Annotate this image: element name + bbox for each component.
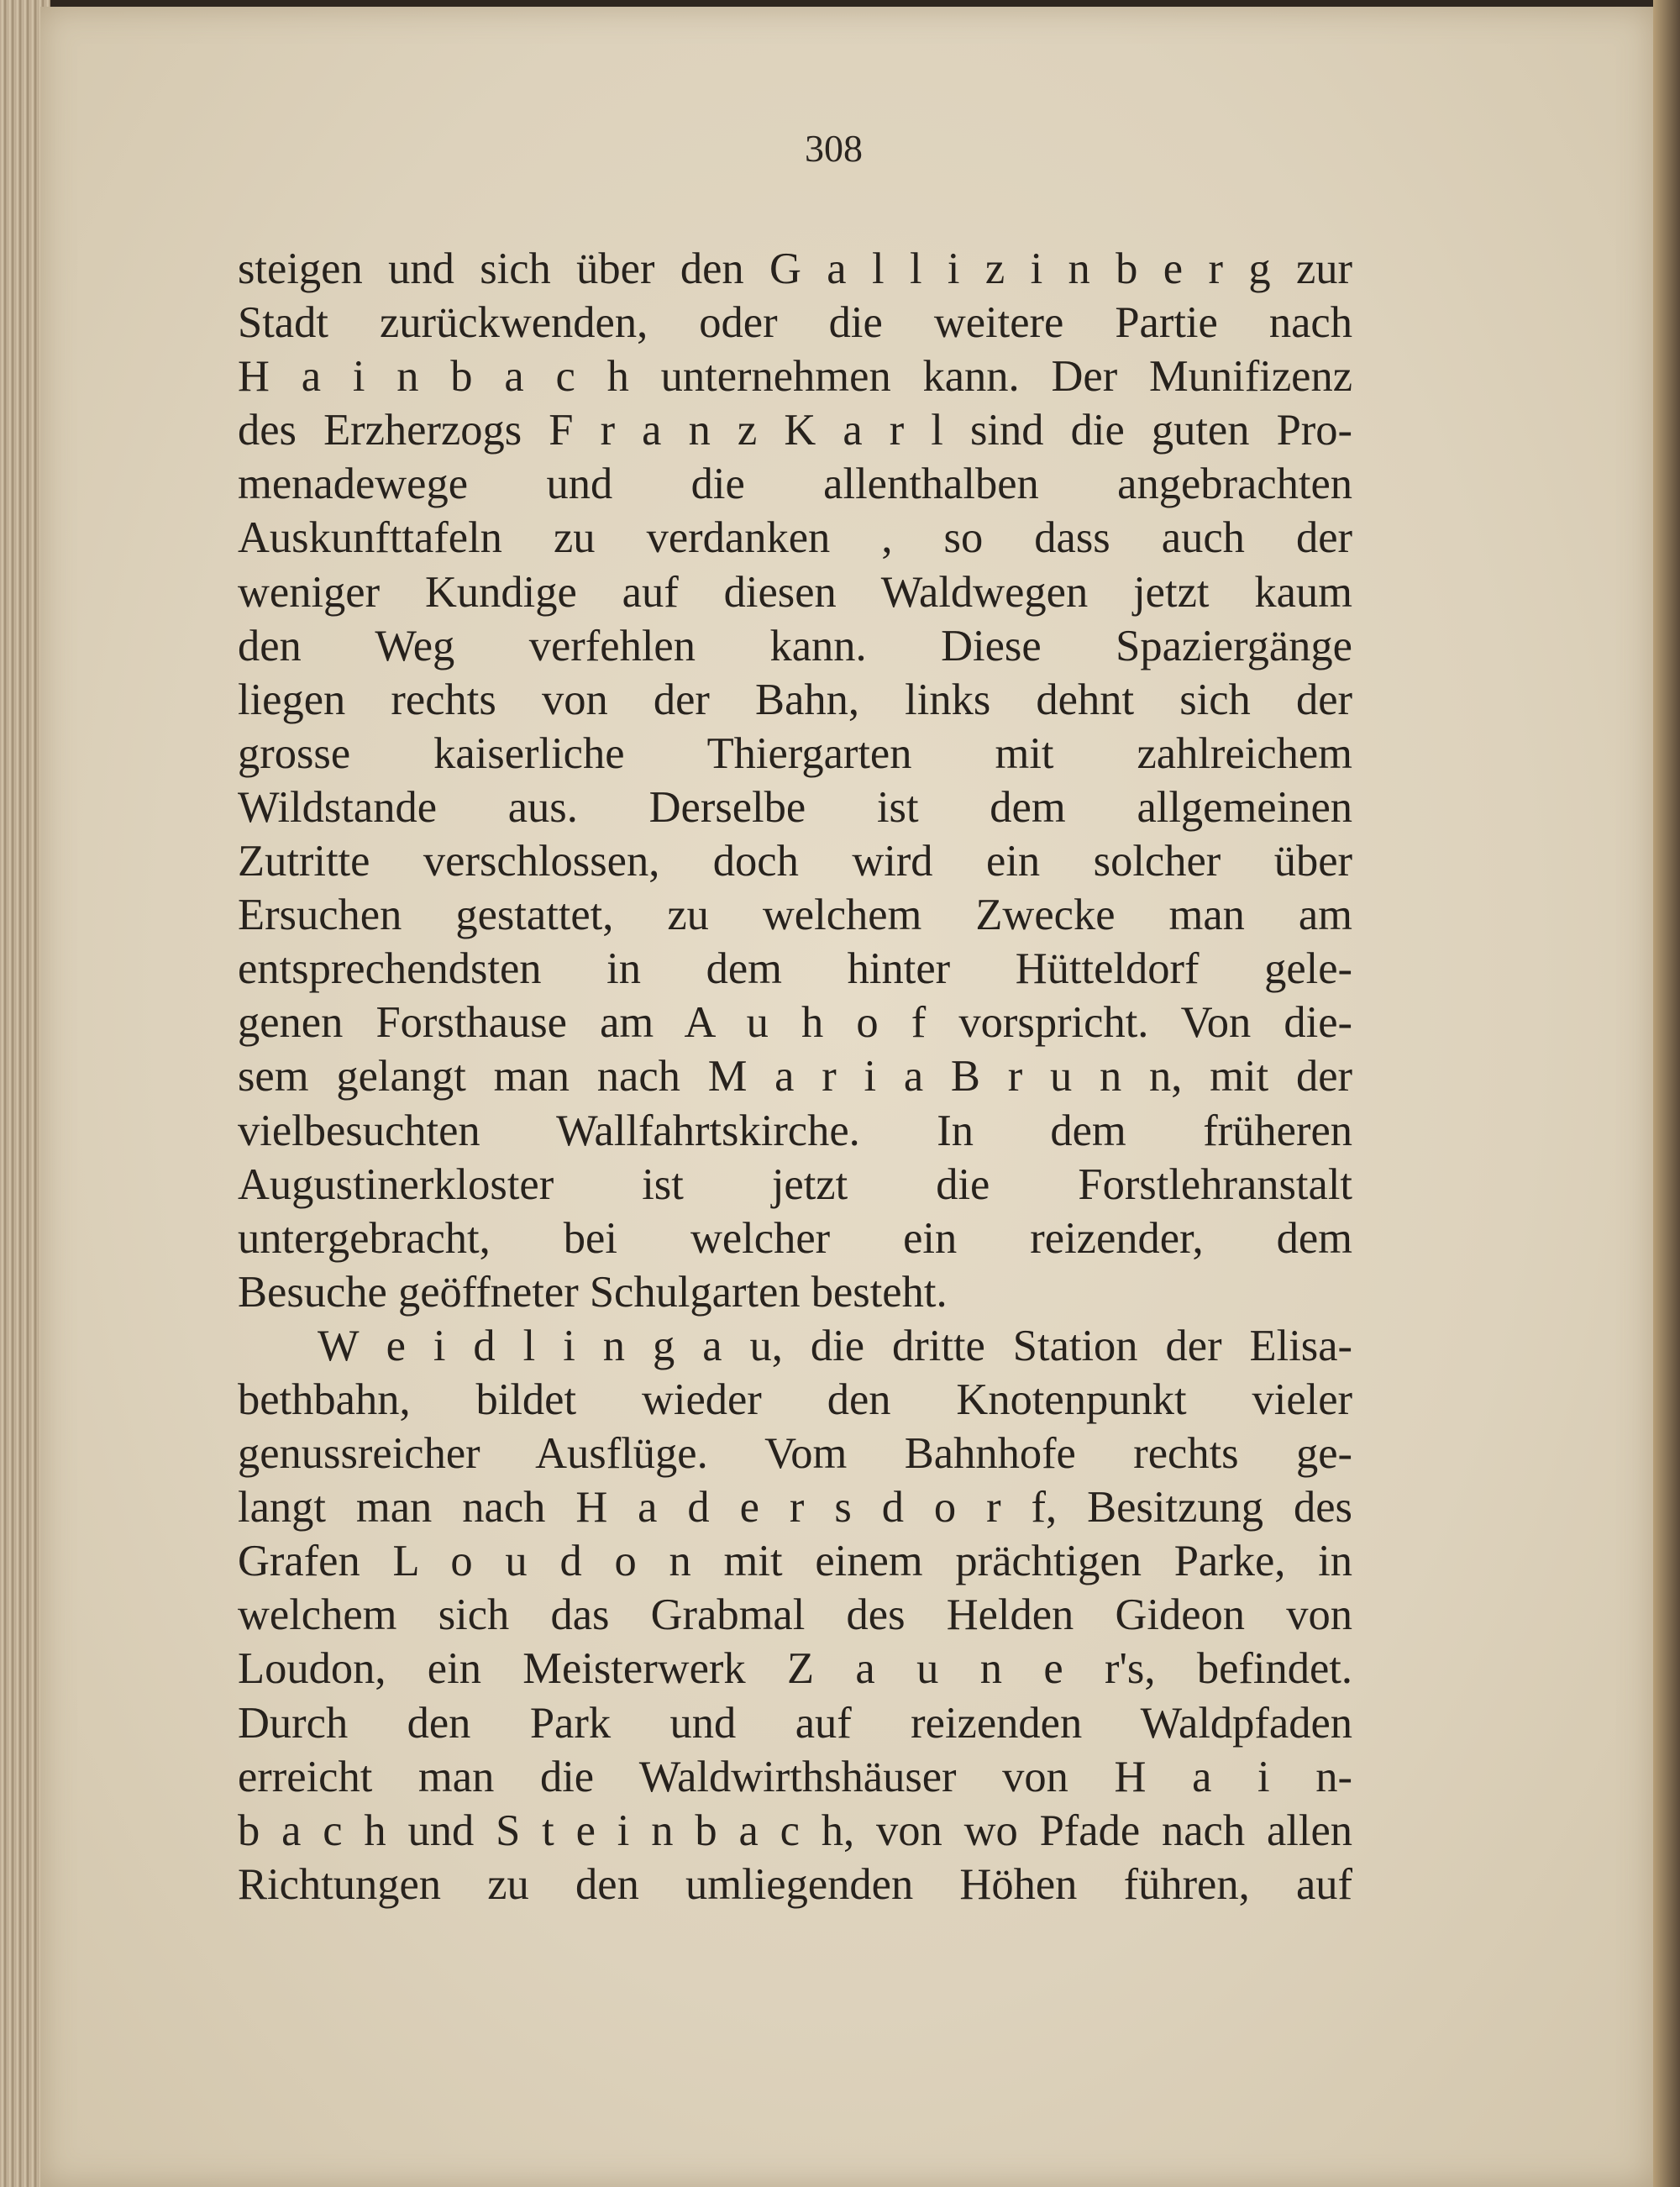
text-line: Durch den Park und auf reizenden Waldpfaden [238,1698,1352,1748]
text-line: steigen und sich über den G a l l i z i n b e r g zur [238,244,1352,293]
text-line: genen Forsthause am A u h o f vorspricht. Von die- [238,998,1352,1048]
text-line: Wildstande aus. Derselbe ist dem allgemeinen [238,782,1352,832]
page-number: 308 [805,127,863,170]
text-line: Loudon, ein Meisterwerk Z a u n e r's, befindet. [238,1644,1352,1694]
paragraph-first-line: W e i d l i n g a u, die dritte Station der Elisa- [318,1321,1352,1370]
text-line: langt man nach H a d e r s d o r f, Besitzung des [238,1483,1352,1532]
text-line: bethbahn, bildet wieder den Knotenpunkt vieler [238,1375,1352,1424]
text-line: H a i n b a c h unternehmen kann. Der Munifizenz [238,352,1352,402]
text-line: Augustinerkloster ist jetzt die Forstlehranstalt [238,1159,1352,1209]
text-line: genussreicher Ausflüge. Vom Bahnhofe rechts ge- [238,1429,1352,1479]
text-line: menadewege und die allenthalben angebrachten [238,460,1352,509]
text-line: den Weg verfehlen kann. Diese Spaziergänge [238,621,1352,670]
text-line: weniger Kundige auf diesen Waldwegen jetzt kaum [238,567,1352,617]
text-line: sem gelangt man nach M a r i a B r u n n, mit der [238,1052,1352,1101]
text-line: Richtungen zu den umliegenden Höhen führen, auf [238,1859,1352,1909]
text-line: Zutritte verschlossen, doch wird ein solcher über [238,837,1352,886]
text-line: welchem sich das Grabmal des Helden Gideon von [238,1590,1352,1640]
text-line: liegen rechts von der Bahn, links dehnt sich der [238,675,1352,724]
paragraph-last-line: Besuche geöffneter Schulgarten besteht. [238,1267,948,1317]
text-line: Grafen L o u d o n mit einem prächtigen Parke, in [238,1537,1352,1586]
text-line: vielbesuchten Wallfahrtskirche. In dem früheren [238,1106,1352,1155]
text-line: des Erzherzogs F r a n z K a r l sind die guten Pro- [238,406,1352,455]
text-line: Stadt zurückwenden, oder die weitere Partie nach [238,298,1352,348]
body-text [238,242,1352,1911]
text-line: Ersuchen gestattet, zu welchem Zwecke man am [238,891,1352,940]
book-spine-shadow-right [1653,0,1680,2187]
text-line: entsprechendsten in dem hinter Hütteldorf gele- [238,944,1352,994]
text-line: grosse kaiserliche Thiergarten mit zahlreichem [238,728,1352,778]
text-line: untergebracht, bei welcher ein reizender, dem [238,1213,1352,1263]
text-line: Auskunfttafeln zu verdanken , so dass auch der [238,513,1352,563]
text-line: erreicht man die Waldwirthshäuser von H a i n- [238,1752,1352,1801]
text-line: b a c h und S t e i n b a c h, von wo Pfade nach allen [238,1806,1352,1855]
